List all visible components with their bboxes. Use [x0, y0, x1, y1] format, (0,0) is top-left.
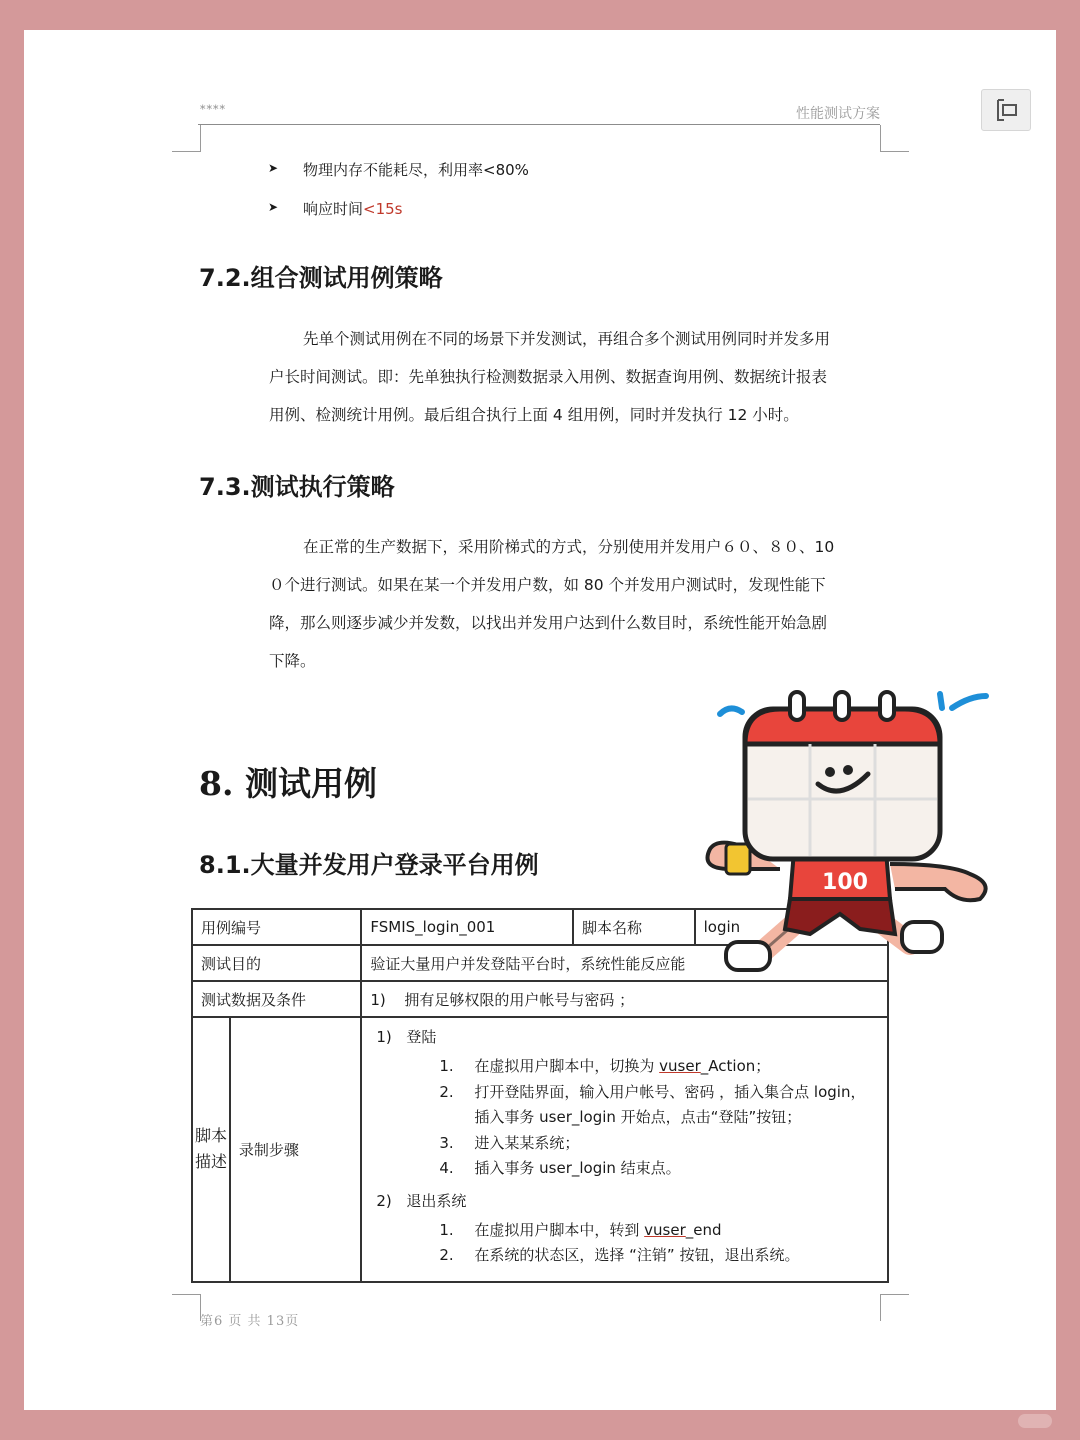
- list-item: 2. 在系统的状态区，选择 “注销” 按钮，退出系统。: [439, 1246, 800, 1264]
- bullet-text: 物理内存不能耗尽，利用率<80%: [303, 161, 529, 179]
- list-item: 4. 插入事务 user_login 结束点。: [439, 1159, 681, 1177]
- section-7-3-title: 7.3.测试执行策略: [199, 473, 395, 501]
- step-list: [376, 1218, 873, 1269]
- bullet-text: 响应时间: [303, 200, 364, 218]
- list-item: 3. 进入某某系统；: [439, 1133, 580, 1152]
- purpose-label: 测试目的: [192, 945, 361, 981]
- table-row: [192, 1017, 888, 1282]
- script-name-label: 脚本名称: [573, 909, 695, 945]
- step-group-title: 2) 退出系统: [376, 1191, 467, 1210]
- step-list: [376, 1054, 873, 1182]
- crop-mark-bottom-right: [880, 1294, 909, 1321]
- data-label: 测试数据及条件: [192, 981, 361, 1017]
- badge-number: 100: [822, 870, 868, 895]
- record-steps: [361, 1017, 888, 1282]
- fit-page-button[interactable]: [981, 89, 1031, 131]
- case-id-label: 用例编号: [192, 909, 361, 945]
- header-left: ****: [200, 103, 226, 116]
- section-8-1-title: 8.1.大量并发用户登录平台用例: [199, 851, 539, 879]
- crop-mark-top-right: [880, 125, 909, 152]
- step-group-title: 1) 登陆: [376, 1028, 437, 1046]
- script-name-value: login: [695, 909, 888, 945]
- section-7-2-title: 7.2.组合测试用例策略: [199, 264, 443, 292]
- purpose-value: 验证大量用户并发登陆平台时，系统性能反应能: [361, 945, 888, 981]
- crop-mark-bottom-left: [172, 1294, 201, 1321]
- section-7-3-body: 在正常的生产数据下，采用阶梯式的方式，分别使用并发用户６０、８０、10 ０个进行测试。如果在某一个并发用户数，如 80 个并发用户测试时，发现性能下 降，那么则逐步减少并发数，以找出并发用户达到什么数目时，系统性能开始急剧 下降。: [269, 538, 835, 670]
- script-desc-label: 脚本描述: [192, 1017, 230, 1282]
- case-id-value: FSMIS_login_001: [361, 909, 573, 945]
- crop-mark-top-left: [172, 125, 201, 152]
- watermark: [1018, 1414, 1052, 1428]
- page-footer: 第6 页 共 13页: [200, 1314, 300, 1329]
- record-steps-label: 录制步骤: [230, 1017, 362, 1282]
- bullet-highlight: <15s: [363, 200, 403, 218]
- header-title: 性能测试方案: [796, 106, 880, 122]
- data-value: 1) 拥有足够权限的用户帐号与密码 ；: [361, 981, 888, 1017]
- header-rule: [198, 124, 880, 125]
- arrow-bullet-icon: ➤: [268, 161, 279, 175]
- section-8-title: 8. 测试用例: [199, 764, 377, 803]
- section-7-2-body: 先单个测试用例在不同的场景下并发测试，再组合多个测试用例同时并发多用 户长时间测试。即：先单独执行检测数据录入用例、数据查询用例、数据统计报表 用例、检测统计用例。最后组合执行上面 4 组用例，同时并发执行 12 小时。: [269, 330, 831, 424]
- arrow-bullet-icon: ➤: [268, 200, 279, 214]
- fit-page-icon: [996, 98, 1018, 122]
- list-item: 1. 在虚拟用户脚本中，切换为 vuser_Action；: [439, 1057, 771, 1075]
- calendar-runner-sticker: [690, 684, 1010, 1014]
- list-item: 1. 在虚拟用户脚本中，转到 vuser_end: [439, 1220, 722, 1239]
- list-item: 2. 打开登陆界面，输入用户帐号、密码 ，插入集合点 login，插入事务 user_login 开始点，点击“登陆”按钮；: [439, 1082, 866, 1126]
